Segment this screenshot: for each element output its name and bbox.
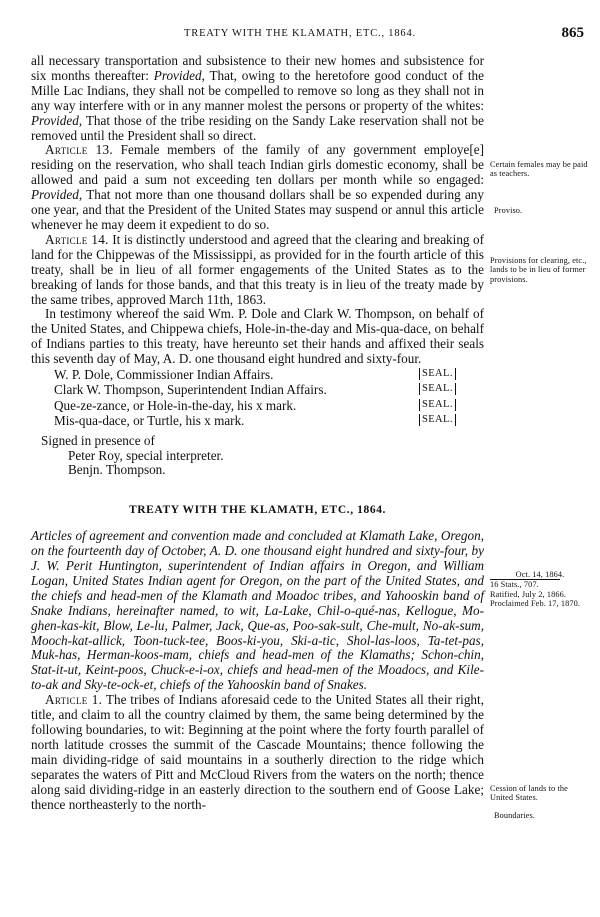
- treaty-title: TREATY WITH THE KLAMATH, ETC., 1864.: [128, 504, 387, 517]
- signature-row: [31, 368, 484, 383]
- signatory-name: Mis-qua-dace, or Turtle, his x mark.: [54, 413, 245, 429]
- article-13: Article 13. Female members of the family of any government employe[e] residing on the reservation, who shall teach Indian girls domestic economy, shall be allowed and paid a sum not exceeding ten dollars per month while so engaged: Provided, That not more than one thousand dollars shall be so expended during any one year, and that the President of the United States may suspend or annul this article whenever he may deem it expedient to do so.: [31, 142, 484, 232]
- seal-mark: SEAL.: [419, 399, 456, 411]
- margin-note-cession: Cession of lands to the United States.: [490, 784, 568, 803]
- margin-note-boundaries: Boundaries.: [494, 811, 535, 820]
- margin-note-females: Certain females may be paid as teachers.: [490, 160, 588, 179]
- signatory-name: Clark W. Thompson, Superintendent Indian Affairs.: [54, 382, 327, 398]
- margin-note-stats: 16 Stats., 707.: [490, 580, 539, 590]
- signature-row: [31, 383, 484, 398]
- article-13-label: Article 13.: [45, 142, 113, 158]
- margin-note-ratified: Ratified, July 2, 1866.: [490, 589, 567, 599]
- margin-note-proclaimed: Proclaimed Feb. 17, 1870.: [490, 599, 581, 609]
- page-header: [0, 25, 600, 45]
- signature-row: [31, 399, 484, 414]
- signatory-name: W. P. Dole, Commissioner Indian Affairs.: [54, 367, 274, 383]
- running-head: TREATY WITH THE KLAMATH, ETC., 1864.: [184, 28, 416, 39]
- witness-name: Benjn. Thompson.: [68, 462, 166, 478]
- article-14: Article 14. It is distinctly understood and agreed that the clearing and breaking of land for the Chippewas of the Mississippi, as provided for in the fourth article of this treaty, shall be in lieu of all former engagements of the United States as to the breaking of lands for those bands, and that this treaty is in lieu of the treaty made by the same tribes, approved March 11th, 1863.: [31, 231, 484, 307]
- article-1-label: Article 1.: [45, 692, 103, 708]
- article-14-label: Article 14.: [45, 231, 109, 247]
- main-text: [31, 54, 484, 812]
- margin-note-dates: [490, 570, 590, 609]
- article-1: Article 1. The tribes of Indians aforesaid cede to the United States all their right, title, and claim to all the country claimed by them, the same being determined by the following boundaries, to wit: Beginning at the point where the forty fourth parallel of north latitude crosses the summit of the Cascade Mountains; thence following the main dividing-ridge of said mountains in a southerly direction to the ridge which separates the waters of Pitt and McCloud Rivers from the waters on the north; thence along said dividing-ridge in an easterly direction to the southern end of Goose Lake; thence northeasterly to the north-: [31, 692, 484, 812]
- margin-note-clearing: Provisions for clearing, etc., lands to be in lieu of former provisions.: [490, 256, 587, 284]
- margin-note-proviso: Proviso.: [494, 206, 523, 215]
- signatory-name: Que-ze-zance, or Hole-in-the-day, his x mark.: [54, 397, 297, 413]
- margin-note-date: Oct. 14, 1864.: [515, 570, 565, 579]
- signature-row: [31, 414, 484, 429]
- treaty-preamble: Articles of agreement and convention made and concluded at Klamath Lake, Oregon, on the fourteenth day of October, A. D. one thousand eight hundred and sixty-four, by J. W. Perit Huntington, superintendent of Indian affairs in Oregon, and William Logan, United States Indian agent for Oregon, on the part of the United States, and the chiefs and head-men of the Klamath and Moadoc tribes, and Yahooskin band of Snake Indians, hereinafter named, to wit, La-Lake, Chil-o-qué-nas, Kellogue, Mo-ghen-kas-kit, Blow, Le-lu, Palmer, Jack, Que-as, Poo-sak-sult, Che-mult, No-ak-sum, Mooch-kat-allick, Toon-tuck-tee, Boos-ki-you, Ski-a-tic, Shol-las-loos, Ta-tet-pas, Muk-has, Herman-koos-mam, chiefs and head-men of the Klamaths; Schon-chin, Stat-it-ut, Keint-poos, Chuck-e-i-ox, chiefs and head-men of the Moadocs, and Kile-to-ak and Sky-te-ock-et, chiefs of the Yahooskin band of Snakes.: [31, 528, 484, 693]
- seal-mark: SEAL.: [419, 383, 456, 395]
- witness-name: Peter Roy, special interpreter.: [68, 447, 224, 463]
- testimony-clause: In testimony whereof the said Wm. P. Dole and Clark W. Thompson, on behalf of the United States, and Chippewa chiefs, Hole-in-the-day and Mis-qua-dace, on behalf of Indians parties to this treaty, have hereunto set their hands and affixed their seals this seventh day of May, A. D. one thousand eight hundred and sixty-four.: [31, 306, 484, 367]
- seal-mark: SEAL.: [419, 368, 456, 380]
- page-number: 865: [561, 25, 584, 41]
- paragraph-removal-provisions: all necessary transportation and subsistence to their new homes and subsistence for six months thereafter: Provided, That, owing to the heretofore good conduct of the Mille Lac Indians, they shall not be compelled to remove so long as they shall not in any way interfere with or in any manner molest the persons or property of the whites: Provided, That those of the tribe residing on the Sandy Lake reservation shall not be removed until the President shall so direct.: [31, 53, 484, 143]
- seal-mark: SEAL.: [419, 414, 456, 426]
- signature-block: [31, 368, 484, 430]
- witness-heading: Signed in presence of: [41, 432, 155, 448]
